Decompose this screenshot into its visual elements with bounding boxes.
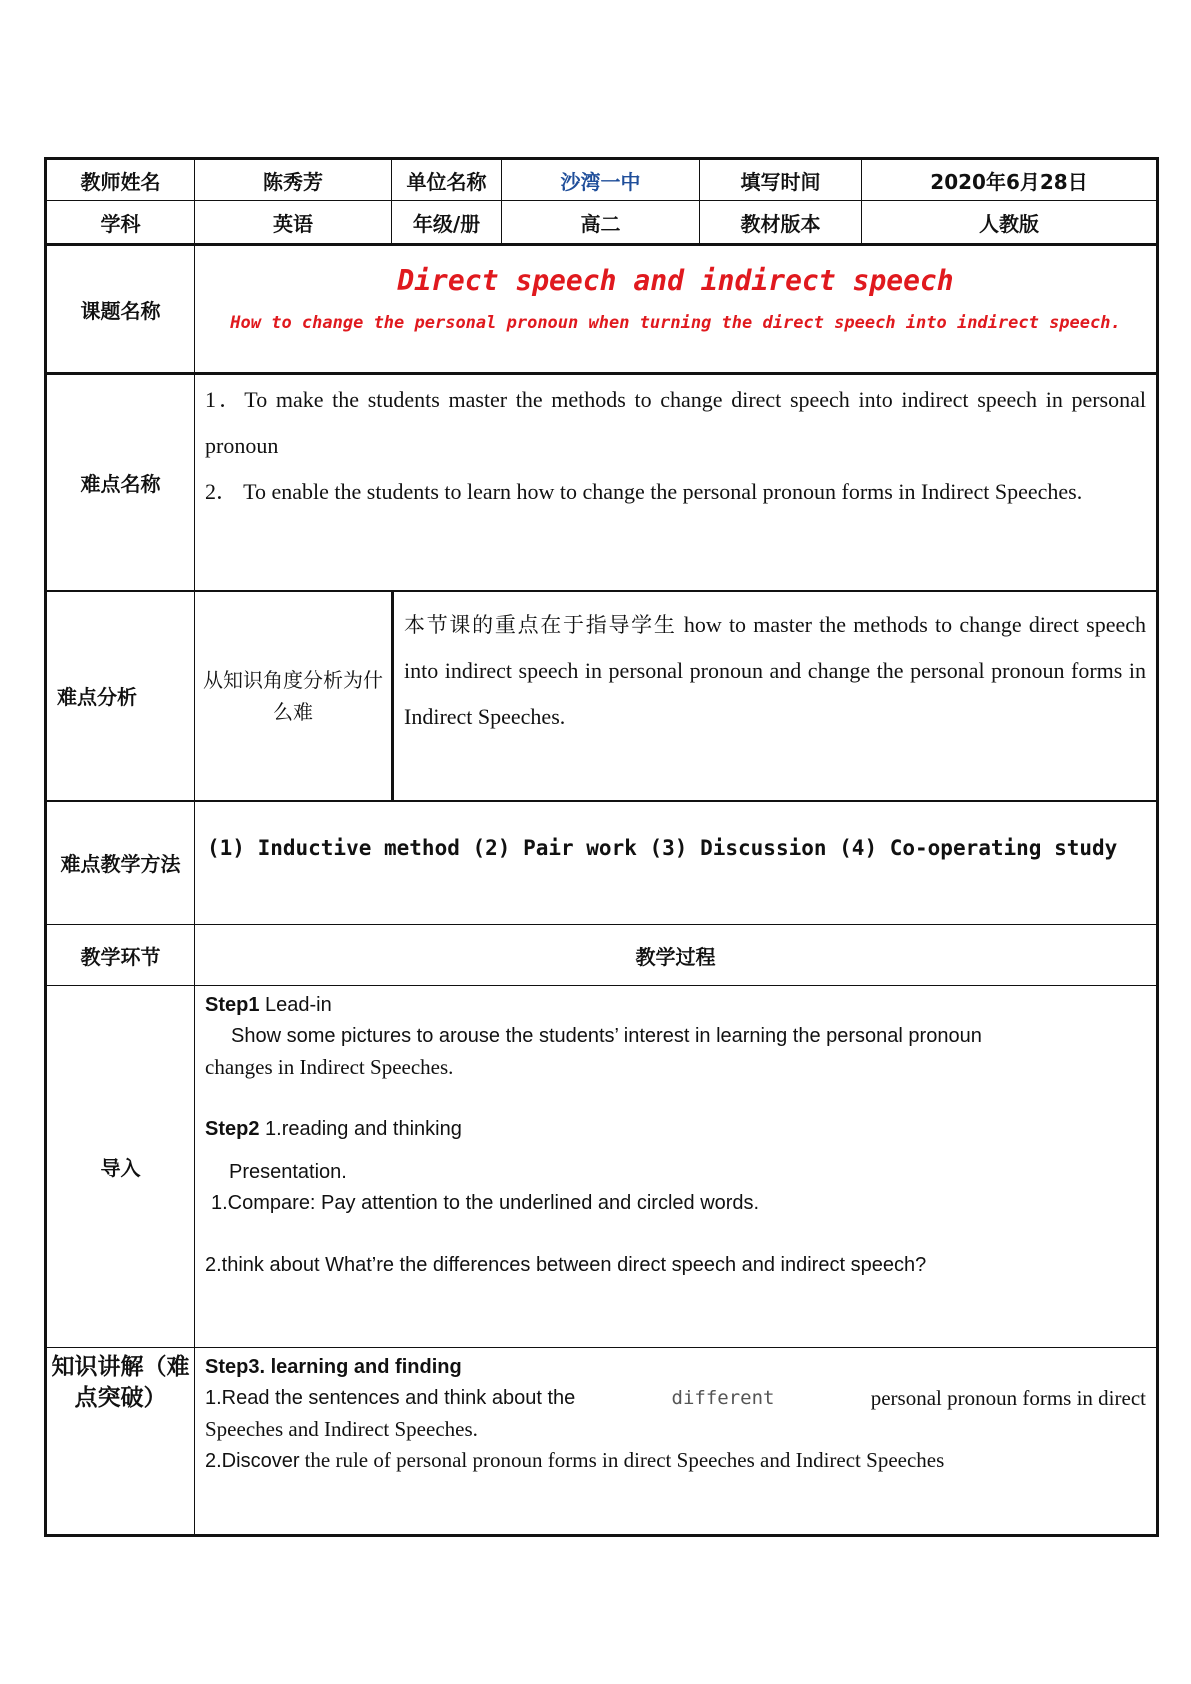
date-label: 填写时间 [700,159,862,201]
analysis-sub-label: 从知识角度分析为什么难 [195,592,394,800]
methods-text: (1) Inductive method (2) Pair work (3) Discussion (4) Co-operating study [207,835,1118,860]
think-text: 2.think about What’re the differences between direct speech and indirect speech? [205,1254,927,1276]
difficulty-cell [195,374,1158,591]
topic-subtitle: How to change the personal pronoun when turning the direct speech into indirect speech. [230,313,1121,333]
difficulty-item-1: 1．To make the students master the methods to change direct speech into indirect speech in personal pronoun [205,387,1146,458]
step3-heading: Step3. learning and finding [205,1356,462,1378]
analysis-text-en: how to master the methods to change direct speech into indirect speech in personal pronoun and change the personal pronoun forms in Indirect Speeches. [404,611,1146,729]
unit-label: 单位名称 [392,159,502,201]
subject-value: 英语 [195,201,392,245]
step2-heading: Step2 1.reading and thinking [205,1118,462,1140]
methods-label: 难点教学方法 [46,801,195,925]
step1-line2: changes in Indirect Speeches. [205,1055,454,1079]
difficulty-item-2: 2． To enable the students to learn how to change the personal pronoun forms in Indirect Speeches. [205,479,1083,504]
difficulty-label: 难点名称 [46,374,195,591]
date-value: 2020年6月28日 [862,159,1158,201]
unit-name: 沙湾一中 [502,159,700,201]
knowledge-cell [195,1348,1158,1536]
lesson-plan-sheet [44,157,1156,1537]
grade-label: 年级/册 [392,201,502,245]
knowledge-line2: 2.Discover the rule of personal pronoun forms in direct Speeches and Indirect Speeches [205,1448,945,1472]
grade-value: 高二 [502,201,700,245]
analysis-text-cn: 本节课的重点在于指导学生 [404,612,677,637]
teacher-name: 陈秀芳 [195,159,392,201]
subject-label: 学科 [46,201,195,245]
step1-line1: Show some pictures to arouse the students’ interest in learning the personal pronoun [231,1025,982,1047]
methods-cell [195,801,1158,925]
compare-text: 1.Compare: Pay attention to the underlined and circled words. [211,1192,760,1214]
knowledge-line1: 1.Read the sentences and think about the different personal pronoun forms in direct [205,1386,1146,1410]
intro-cell [195,986,1158,1348]
presentation-text: Presentation. [229,1161,347,1183]
knowledge-label: 知识讲解（难点突破） [46,1348,195,1536]
analysis-cell [195,591,1158,801]
analysis-text [394,592,1156,800]
topic-cell [195,245,1158,374]
textbook-value: 人教版 [862,201,1158,245]
topic-label: 课题名称 [46,245,195,374]
textbook-label: 教材版本 [700,201,862,245]
step1-heading: Step1 Lead-in [205,994,332,1016]
knowledge-line1-cont: Speeches and Indirect Speeches. [205,1417,478,1441]
teacher-label: 教师姓名 [46,159,195,201]
analysis-label: 难点分析 [46,591,195,801]
intro-label: 导入 [46,986,195,1348]
process-value: 教学过程 [195,925,1158,986]
topic-title: Direct speech and indirect speech [397,264,954,297]
lesson-plan-table [44,157,1159,1537]
process-label: 教学环节 [46,925,195,986]
